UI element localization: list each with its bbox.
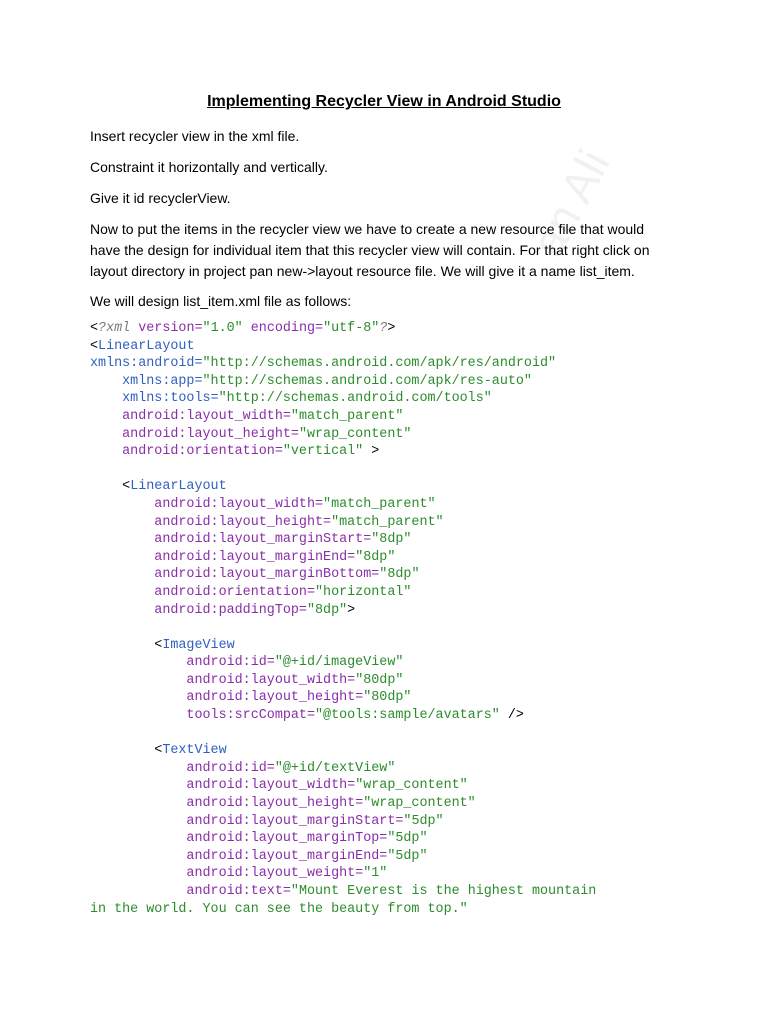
code-line	[90, 760, 690, 778]
code-token: "8dp"	[371, 532, 412, 548]
code-token: android:orientation=	[90, 584, 315, 600]
code-token: >	[363, 444, 380, 460]
code-token: "horizontal"	[315, 584, 412, 600]
code-token: version=	[138, 321, 203, 336]
code-token: "wrap_content"	[363, 796, 476, 812]
code-line	[90, 637, 690, 655]
code-token: "8dp"	[306, 602, 348, 618]
code-line	[90, 830, 690, 848]
code-token: android:layout_height=	[90, 514, 332, 530]
code-token: android:id=	[90, 760, 275, 776]
code-token: "http://schemas.android.com/apk/res/android"	[202, 356, 557, 372]
code-token: "match_parent"	[290, 408, 404, 424]
code-token: "wrap_content"	[298, 426, 412, 442]
code-token: ?	[379, 321, 388, 336]
code-token: >	[387, 321, 396, 336]
code-token: in the world. You can see the beauty from top."	[90, 901, 468, 917]
code-token: "5dp"	[387, 848, 428, 864]
code-token: tools:srcCompat=	[90, 708, 315, 724]
code-token: android:layout_height=	[90, 426, 299, 442]
code-token: android:layout_marginEnd=	[90, 549, 356, 565]
code-token: <	[90, 479, 131, 495]
code-line	[90, 584, 690, 602]
code-token: android:orientation=	[90, 444, 283, 460]
code-token: "1"	[363, 866, 388, 882]
code-line	[90, 654, 690, 672]
code-line	[90, 689, 690, 707]
code-line	[90, 320, 690, 338]
code-line	[90, 426, 690, 444]
code-token: "http://schemas.android.com/apk/res-auto"	[202, 373, 532, 389]
code-token: "match_parent"	[331, 514, 444, 530]
code-token: "Mount Everest is the highest mountain	[290, 884, 597, 899]
code-line	[90, 795, 690, 813]
code-token: android:layout_width=	[90, 778, 356, 794]
code-token: android:layout_marginBottom=	[90, 567, 380, 583]
code-line	[90, 373, 690, 391]
code-token: "1.0"	[202, 321, 243, 336]
paragraph-design-list-item: We will design list_item.xml file as follows:	[90, 293, 352, 309]
paragraph-give-id: Give it id recyclerView.	[90, 190, 231, 206]
code-line	[90, 478, 690, 496]
code-token: android:id=	[90, 655, 275, 671]
paragraph-insert-recycler: Insert recycler view in the xml file.	[90, 128, 300, 144]
code-line	[90, 813, 690, 831]
code-token: "wrap_content"	[355, 778, 468, 794]
code-line	[90, 461, 690, 479]
code-token: "8dp"	[355, 549, 396, 565]
code-token: "vertical"	[282, 444, 364, 460]
code-token: LinearLayout	[98, 338, 195, 354]
code-line	[90, 514, 690, 532]
code-token: TextView	[162, 743, 227, 759]
code-token: android:paddingTop=	[90, 602, 307, 618]
code-token: "80dp"	[355, 672, 404, 688]
code-token: android:text=	[90, 884, 291, 899]
code-token: "match_parent"	[323, 496, 436, 512]
code-token: android:layout_marginStart=	[90, 532, 372, 548]
code-token: android:layout_marginStart=	[90, 813, 404, 829]
document-title: Implementing Recycler View in Android Studio	[207, 93, 561, 110]
code-token: android:layout_weight=	[90, 866, 364, 882]
code-line	[90, 602, 690, 620]
code-token: "@tools:sample/avatars"	[315, 708, 500, 724]
code-line	[90, 865, 690, 883]
code-token: "@+id/imageView"	[274, 655, 404, 671]
code-token: android:layout_marginTop=	[90, 831, 388, 847]
code-token: "80dp"	[363, 690, 412, 706]
code-token: ImageView	[162, 637, 235, 653]
code-token: android:layout_width=	[90, 408, 291, 424]
code-token: xmlns:android=	[90, 356, 203, 372]
code-token: xmlns:tools=	[90, 391, 219, 407]
code-line	[90, 707, 690, 725]
code-token: "8dp"	[379, 567, 420, 583]
code-token: android:layout_height=	[90, 690, 364, 706]
code-line	[90, 848, 690, 866]
code-line	[90, 443, 690, 461]
code-token: android:layout_width=	[90, 496, 324, 512]
code-line	[90, 531, 690, 549]
code-line	[90, 883, 690, 901]
code-line	[90, 549, 690, 567]
code-token: <	[90, 338, 99, 354]
code-line	[90, 408, 690, 426]
code-line	[90, 496, 690, 514]
code-line	[90, 566, 690, 584]
code-token: android:layout_width=	[90, 672, 356, 688]
paragraph-constraint: Constraint it horizontally and vertically.	[90, 159, 328, 175]
code-line	[90, 338, 690, 356]
code-token: "5dp"	[387, 831, 428, 847]
code-token: "5dp"	[403, 813, 444, 829]
code-token: LinearLayout	[130, 479, 227, 495]
code-token: encoding=	[242, 321, 324, 336]
code-line	[90, 619, 690, 637]
code-token: <	[90, 743, 163, 759]
watermark-text: an Ali	[520, 141, 620, 265]
code-token: <	[90, 321, 99, 336]
code-line	[90, 725, 690, 743]
code-token: "@+id/textView"	[274, 760, 396, 776]
code-line	[90, 390, 690, 408]
code-token: xmlns:app=	[90, 373, 203, 389]
code-token: "utf-8"	[323, 321, 380, 336]
code-token: >	[347, 602, 356, 618]
code-line	[90, 742, 690, 760]
code-token: ?xml	[98, 321, 139, 336]
paragraph-resource-file: Now to put the items in the recycler view we have to create a new resource file that would have the design for individual item that this recycler view will contain. For that right click on layout directory in project pan new->layout resource file. We will give it a name list_item.	[90, 221, 650, 279]
code-token: android:layout_height=	[90, 796, 364, 812]
code-token: />	[499, 708, 524, 724]
code-line	[90, 901, 690, 919]
code-line	[90, 672, 690, 690]
code-token: android:layout_marginEnd=	[90, 848, 388, 864]
code-block	[90, 320, 690, 918]
code-token: <	[90, 637, 163, 653]
code-line	[90, 355, 690, 373]
code-line	[90, 777, 690, 795]
code-token: "http://schemas.android.com/tools"	[218, 391, 492, 407]
